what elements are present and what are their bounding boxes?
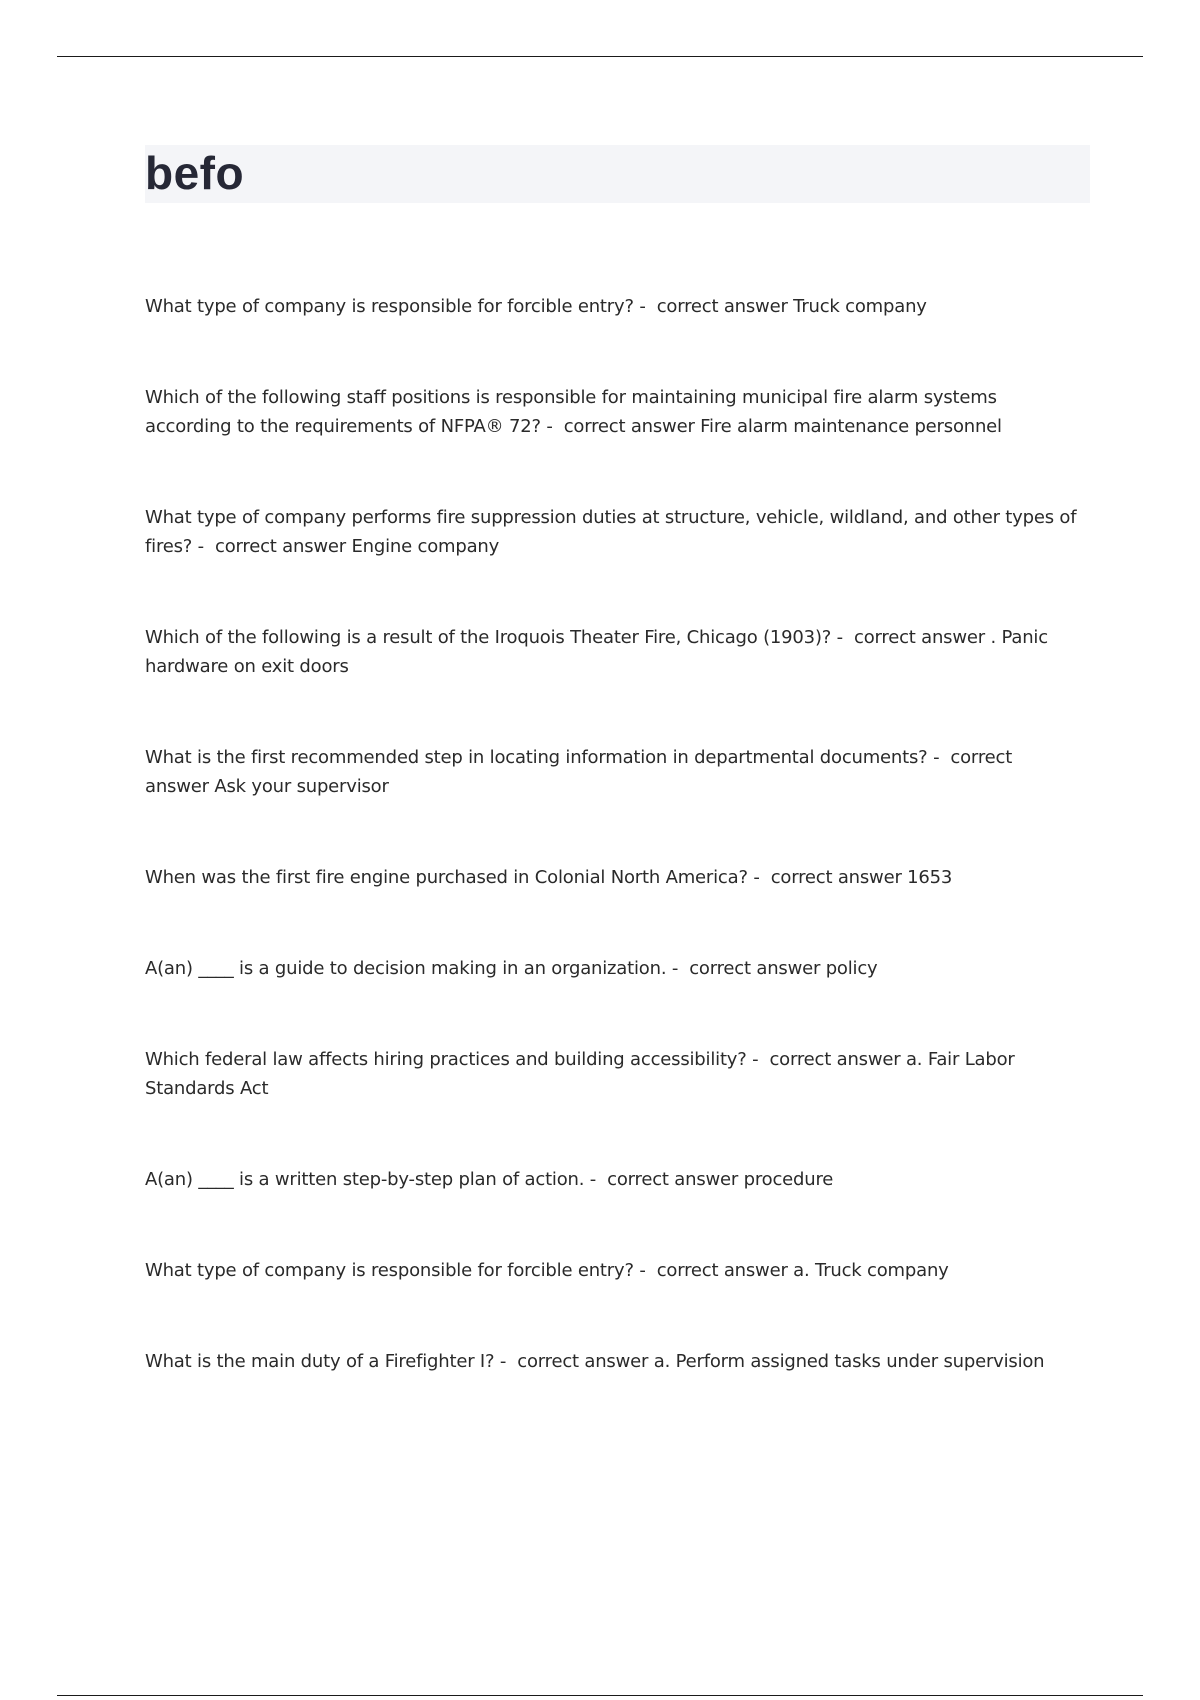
answer-text: correct answer a. Perform assigned tasks under supervision [517,1351,1045,1372]
answer-text: correct answer Engine company [215,536,500,557]
qa-item [145,1347,1080,1438]
qa-item [145,863,1080,954]
answer-text: correct answer Truck company [656,296,927,317]
top-rule [57,56,1143,57]
question-text: What type of company is responsible for forcible entry? [145,1260,634,1281]
bottom-rule [57,1695,1143,1696]
question-text: A(an) ____ is a guide to decision making in an organization. [145,958,667,979]
qa-separator: - [927,747,951,768]
qa-item [145,292,1080,383]
qa-item [145,1165,1080,1256]
answer-text: correct answer a. Truck company [656,1260,949,1281]
qa-separator: - [494,1351,518,1372]
answer-text: correct answer policy [689,958,878,979]
question-text: What type of company is responsible for forcible entry? [145,296,634,317]
answer-text: correct answer Fire alarm maintenance personnel [563,416,1002,437]
question-text: What is the main duty of a Firefighter I? [145,1351,495,1372]
qa-separator: - [540,416,564,437]
qa-separator: - [584,1169,608,1190]
qa-item [145,743,1080,863]
qa-separator: - [831,627,854,648]
qa-list [145,292,1080,1438]
question-text: Which federal law affects hiring practices and building accessibility? [145,1049,747,1070]
qa-item [145,1256,1080,1347]
answer-text: correct answer Ask your supervisor [145,747,1013,797]
qa-separator: - [192,536,216,557]
title-band [145,145,1090,203]
answer-text: correct answer . Panic hardware on exit doors [145,627,1048,677]
question-text: Which of the following is a result of the Iroquois Theater Fire, Chicago (1903)? [145,627,832,648]
answer-text: correct answer a. Fair Labor Standards Act [145,1049,1015,1099]
qa-item [145,503,1080,623]
answer-text: correct answer 1653 [770,867,953,888]
qa-item [145,954,1080,1045]
answer-text: correct answer procedure [607,1169,834,1190]
qa-item [145,623,1080,743]
question-text: A(an) ____ is a written step-by-step plan of action. [145,1169,585,1190]
qa-separator: - [747,867,771,888]
qa-item [145,1045,1080,1165]
page-title: befo [145,147,245,199]
qa-separator: - [633,1260,657,1281]
qa-item [145,383,1080,503]
question-text: What is the first recommended step in locating information in departmental documents? [145,747,928,768]
question-text: Which of the following staff positions is responsible for maintaining municipal fire alarm systems according to the requirements of NFPA® 72? [145,387,997,437]
question-text: What type of company performs fire suppression duties at structure, vehicle, wildland, and other types of fires? [145,507,1077,557]
qa-separator: - [633,296,657,317]
qa-separator: - [666,958,690,979]
qa-separator: - [746,1049,770,1070]
question-text: When was the first fire engine purchased in Colonial North America? [145,867,748,888]
